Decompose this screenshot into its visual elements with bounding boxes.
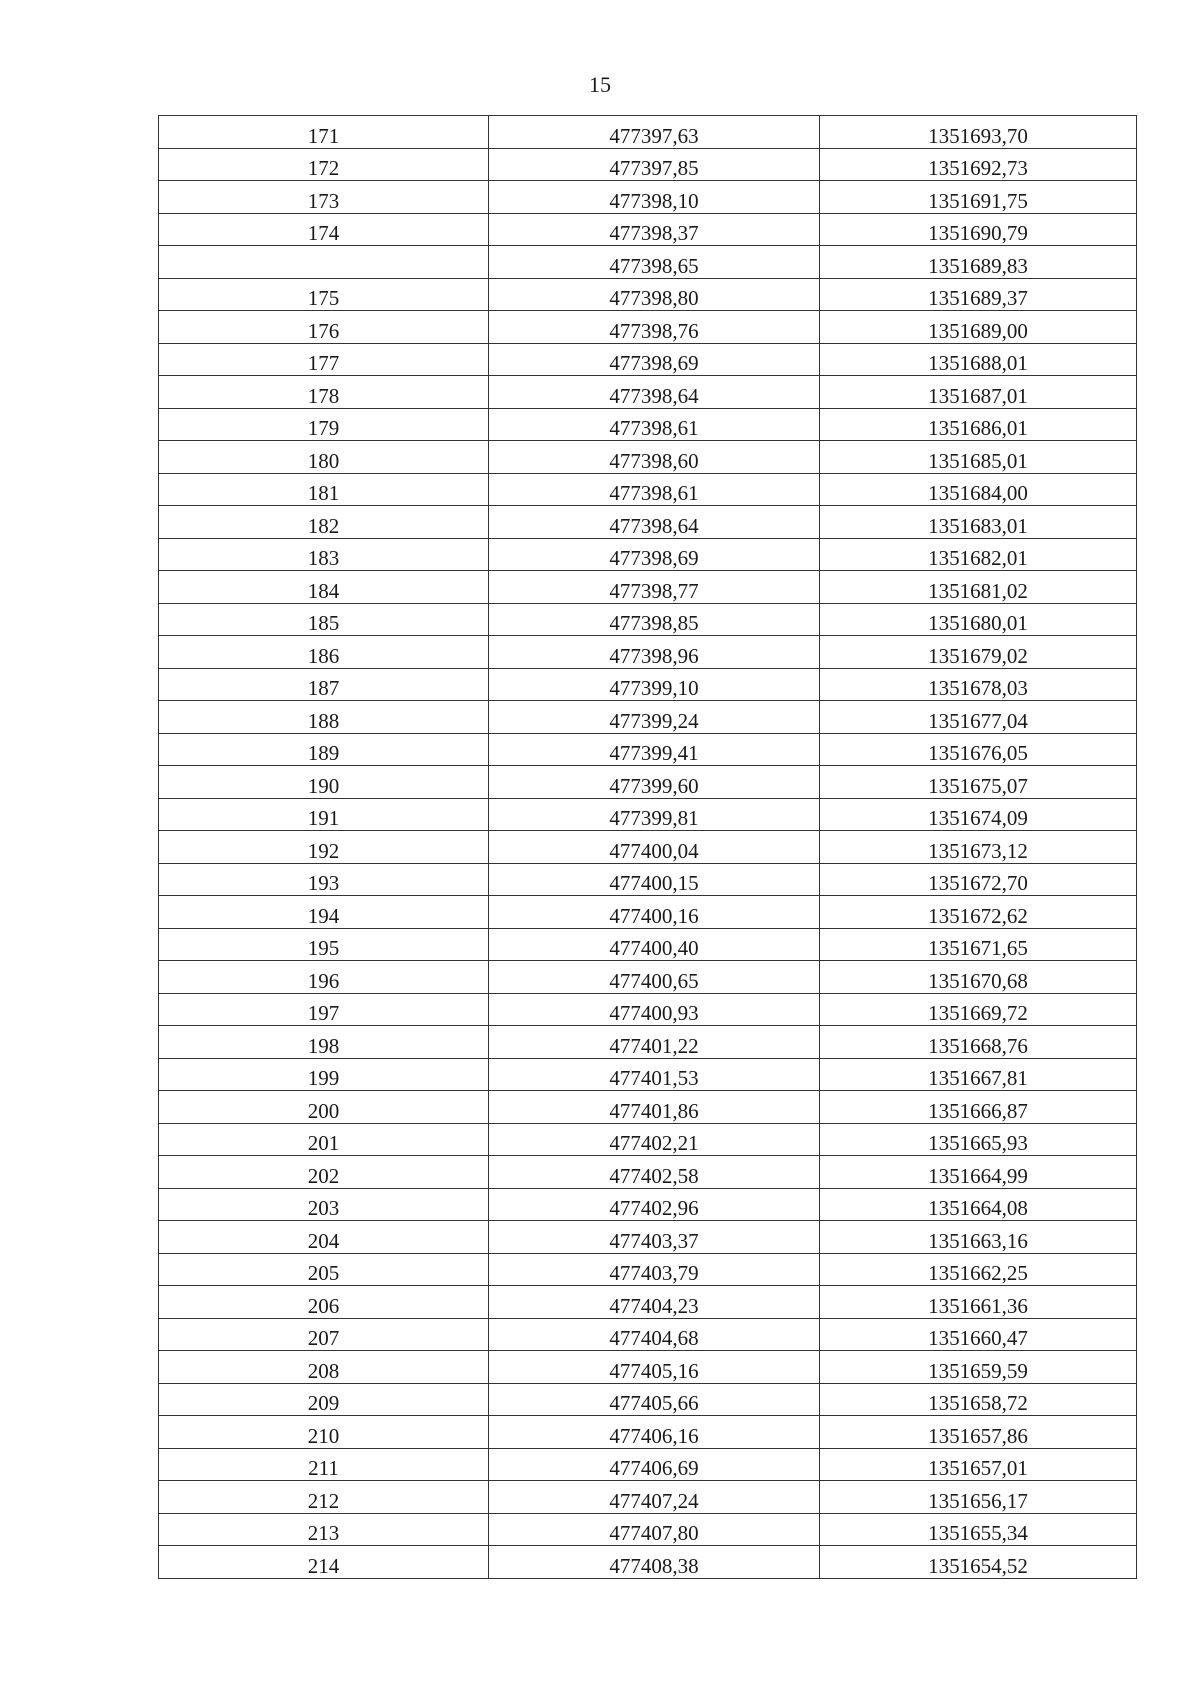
table-row	[159, 1481, 1137, 1514]
y-coordinate-cell: 1351670,68	[820, 961, 1137, 994]
point-number-cell: 209	[159, 1383, 489, 1416]
table-row	[159, 1123, 1137, 1156]
x-coordinate-cell: 477398,96	[489, 636, 820, 669]
x-coordinate-cell: 477399,60	[489, 766, 820, 799]
y-coordinate-cell: 1351656,17	[820, 1481, 1137, 1514]
x-coordinate-cell: 477398,65	[489, 246, 820, 279]
point-number-cell: 194	[159, 896, 489, 929]
x-coordinate-cell: 477403,37	[489, 1221, 820, 1254]
x-coordinate-cell: 477402,96	[489, 1188, 820, 1221]
x-coordinate-cell: 477401,86	[489, 1091, 820, 1124]
y-coordinate-cell: 1351679,02	[820, 636, 1137, 669]
y-coordinate-cell: 1351677,04	[820, 701, 1137, 734]
table-row	[159, 896, 1137, 929]
x-coordinate-cell: 477400,16	[489, 896, 820, 929]
point-number-cell: 181	[159, 473, 489, 506]
y-coordinate-cell: 1351667,81	[820, 1058, 1137, 1091]
x-coordinate-cell: 477400,15	[489, 863, 820, 896]
y-coordinate-cell: 1351680,01	[820, 603, 1137, 636]
y-coordinate-cell: 1351684,00	[820, 473, 1137, 506]
point-number-cell: 200	[159, 1091, 489, 1124]
table-row	[159, 701, 1137, 734]
table-row	[159, 116, 1137, 149]
table-row	[159, 213, 1137, 246]
x-coordinate-cell: 477399,81	[489, 798, 820, 831]
table-row	[159, 538, 1137, 571]
y-coordinate-cell: 1351675,07	[820, 766, 1137, 799]
y-coordinate-cell: 1351683,01	[820, 506, 1137, 539]
point-number-cell: 196	[159, 961, 489, 994]
table-row	[159, 1156, 1137, 1189]
table-row	[159, 1221, 1137, 1254]
y-coordinate-cell: 1351674,09	[820, 798, 1137, 831]
table-row	[159, 278, 1137, 311]
point-number-cell: 191	[159, 798, 489, 831]
coordinates-table-body	[159, 116, 1137, 1579]
table-row	[159, 798, 1137, 831]
table-row	[159, 1286, 1137, 1319]
x-coordinate-cell: 477400,93	[489, 993, 820, 1026]
y-coordinate-cell: 1351655,34	[820, 1513, 1137, 1546]
y-coordinate-cell: 1351668,76	[820, 1026, 1137, 1059]
x-coordinate-cell: 477398,64	[489, 506, 820, 539]
x-coordinate-cell: 477400,40	[489, 928, 820, 961]
x-coordinate-cell: 477398,60	[489, 441, 820, 474]
y-coordinate-cell: 1351689,00	[820, 311, 1137, 344]
x-coordinate-cell: 477398,69	[489, 538, 820, 571]
point-number-cell: 213	[159, 1513, 489, 1546]
y-coordinate-cell: 1351691,75	[820, 181, 1137, 214]
table-row	[159, 1026, 1137, 1059]
point-number-cell: 211	[159, 1448, 489, 1481]
x-coordinate-cell: 477408,38	[489, 1546, 820, 1579]
point-number-cell: 207	[159, 1318, 489, 1351]
x-coordinate-cell: 477399,24	[489, 701, 820, 734]
point-number-cell: 186	[159, 636, 489, 669]
x-coordinate-cell: 477398,76	[489, 311, 820, 344]
point-number-cell: 203	[159, 1188, 489, 1221]
x-coordinate-cell: 477398,85	[489, 603, 820, 636]
table-row	[159, 1318, 1137, 1351]
table-row	[159, 668, 1137, 701]
point-number-cell: 173	[159, 181, 489, 214]
point-number-cell: 179	[159, 408, 489, 441]
table-row	[159, 311, 1137, 344]
x-coordinate-cell: 477398,61	[489, 473, 820, 506]
y-coordinate-cell: 1351682,01	[820, 538, 1137, 571]
point-number-cell: 174	[159, 213, 489, 246]
table-row	[159, 1351, 1137, 1384]
table-row	[159, 636, 1137, 669]
point-number-cell: 185	[159, 603, 489, 636]
y-coordinate-cell: 1351660,47	[820, 1318, 1137, 1351]
point-number-cell: 183	[159, 538, 489, 571]
x-coordinate-cell: 477404,23	[489, 1286, 820, 1319]
y-coordinate-cell: 1351662,25	[820, 1253, 1137, 1286]
point-number-cell: 195	[159, 928, 489, 961]
x-coordinate-cell: 477399,41	[489, 733, 820, 766]
page-number: 15	[589, 72, 611, 97]
point-number-cell: 197	[159, 993, 489, 1026]
x-coordinate-cell: 477398,80	[489, 278, 820, 311]
point-number-cell: 180	[159, 441, 489, 474]
y-coordinate-cell: 1351657,01	[820, 1448, 1137, 1481]
point-number-cell: 182	[159, 506, 489, 539]
table-row	[159, 473, 1137, 506]
table-row	[159, 928, 1137, 961]
point-number-cell: 205	[159, 1253, 489, 1286]
x-coordinate-cell: 477403,79	[489, 1253, 820, 1286]
x-coordinate-cell: 477398,77	[489, 571, 820, 604]
coordinates-table	[158, 115, 1137, 1579]
table-row	[159, 1091, 1137, 1124]
x-coordinate-cell: 477406,16	[489, 1416, 820, 1449]
x-coordinate-cell: 477405,16	[489, 1351, 820, 1384]
point-number-cell: 178	[159, 376, 489, 409]
x-coordinate-cell: 477400,04	[489, 831, 820, 864]
point-number-cell: 172	[159, 148, 489, 181]
y-coordinate-cell: 1351672,70	[820, 863, 1137, 896]
table-row	[159, 1416, 1137, 1449]
table-row	[159, 1253, 1137, 1286]
table-row	[159, 831, 1137, 864]
y-coordinate-cell: 1351654,52	[820, 1546, 1137, 1579]
point-number-cell: 199	[159, 1058, 489, 1091]
x-coordinate-cell: 477398,64	[489, 376, 820, 409]
y-coordinate-cell: 1351686,01	[820, 408, 1137, 441]
point-number-cell: 171	[159, 116, 489, 149]
point-number-cell: 190	[159, 766, 489, 799]
x-coordinate-cell: 477401,22	[489, 1026, 820, 1059]
x-coordinate-cell: 477407,24	[489, 1481, 820, 1514]
point-number-cell: 208	[159, 1351, 489, 1384]
y-coordinate-cell: 1351688,01	[820, 343, 1137, 376]
table-row	[159, 343, 1137, 376]
y-coordinate-cell: 1351658,72	[820, 1383, 1137, 1416]
point-number-cell: 206	[159, 1286, 489, 1319]
y-coordinate-cell: 1351657,86	[820, 1416, 1137, 1449]
point-number-cell: 214	[159, 1546, 489, 1579]
table-row	[159, 441, 1137, 474]
y-coordinate-cell: 1351681,02	[820, 571, 1137, 604]
y-coordinate-cell: 1351689,83	[820, 246, 1137, 279]
point-number-cell: 202	[159, 1156, 489, 1189]
table-row	[159, 1188, 1137, 1221]
x-coordinate-cell: 477402,21	[489, 1123, 820, 1156]
point-number-cell: 175	[159, 278, 489, 311]
table-row	[159, 376, 1137, 409]
point-number-cell: 187	[159, 668, 489, 701]
table-row	[159, 246, 1137, 279]
x-coordinate-cell: 477400,65	[489, 961, 820, 994]
y-coordinate-cell: 1351664,99	[820, 1156, 1137, 1189]
y-coordinate-cell: 1351669,72	[820, 993, 1137, 1026]
point-number-cell: 198	[159, 1026, 489, 1059]
x-coordinate-cell: 477407,80	[489, 1513, 820, 1546]
table-row	[159, 766, 1137, 799]
x-coordinate-cell: 477398,37	[489, 213, 820, 246]
table-row	[159, 506, 1137, 539]
x-coordinate-cell: 477401,53	[489, 1058, 820, 1091]
table-row	[159, 571, 1137, 604]
point-number-cell	[159, 246, 489, 279]
x-coordinate-cell: 477402,58	[489, 1156, 820, 1189]
table-row	[159, 181, 1137, 214]
point-number-cell: 192	[159, 831, 489, 864]
point-number-cell: 212	[159, 1481, 489, 1514]
x-coordinate-cell: 477404,68	[489, 1318, 820, 1351]
y-coordinate-cell: 1351693,70	[820, 116, 1137, 149]
point-number-cell: 184	[159, 571, 489, 604]
table-row	[159, 733, 1137, 766]
point-number-cell: 189	[159, 733, 489, 766]
y-coordinate-cell: 1351673,12	[820, 831, 1137, 864]
x-coordinate-cell: 477398,10	[489, 181, 820, 214]
y-coordinate-cell: 1351689,37	[820, 278, 1137, 311]
table-row	[159, 1383, 1137, 1416]
table-row	[159, 1546, 1137, 1579]
y-coordinate-cell: 1351671,65	[820, 928, 1137, 961]
y-coordinate-cell: 1351663,16	[820, 1221, 1137, 1254]
x-coordinate-cell: 477406,69	[489, 1448, 820, 1481]
point-number-cell: 188	[159, 701, 489, 734]
y-coordinate-cell: 1351687,01	[820, 376, 1137, 409]
table-row	[159, 863, 1137, 896]
table-row	[159, 961, 1137, 994]
table-row	[159, 148, 1137, 181]
y-coordinate-cell: 1351685,01	[820, 441, 1137, 474]
table-row	[159, 408, 1137, 441]
table-row	[159, 603, 1137, 636]
y-coordinate-cell: 1351659,59	[820, 1351, 1137, 1384]
y-coordinate-cell: 1351692,73	[820, 148, 1137, 181]
x-coordinate-cell: 477405,66	[489, 1383, 820, 1416]
x-coordinate-cell: 477397,63	[489, 116, 820, 149]
table-row	[159, 1448, 1137, 1481]
point-number-cell: 176	[159, 311, 489, 344]
y-coordinate-cell: 1351665,93	[820, 1123, 1137, 1156]
point-number-cell: 201	[159, 1123, 489, 1156]
x-coordinate-cell: 477397,85	[489, 148, 820, 181]
point-number-cell: 177	[159, 343, 489, 376]
table-row	[159, 1058, 1137, 1091]
y-coordinate-cell: 1351661,36	[820, 1286, 1137, 1319]
point-number-cell: 210	[159, 1416, 489, 1449]
point-number-cell: 204	[159, 1221, 489, 1254]
table-row	[159, 993, 1137, 1026]
y-coordinate-cell: 1351666,87	[820, 1091, 1137, 1124]
x-coordinate-cell: 477398,61	[489, 408, 820, 441]
point-number-cell: 193	[159, 863, 489, 896]
y-coordinate-cell: 1351678,03	[820, 668, 1137, 701]
y-coordinate-cell: 1351672,62	[820, 896, 1137, 929]
y-coordinate-cell: 1351664,08	[820, 1188, 1137, 1221]
y-coordinate-cell: 1351690,79	[820, 213, 1137, 246]
y-coordinate-cell: 1351676,05	[820, 733, 1137, 766]
x-coordinate-cell: 477399,10	[489, 668, 820, 701]
table-row	[159, 1513, 1137, 1546]
x-coordinate-cell: 477398,69	[489, 343, 820, 376]
